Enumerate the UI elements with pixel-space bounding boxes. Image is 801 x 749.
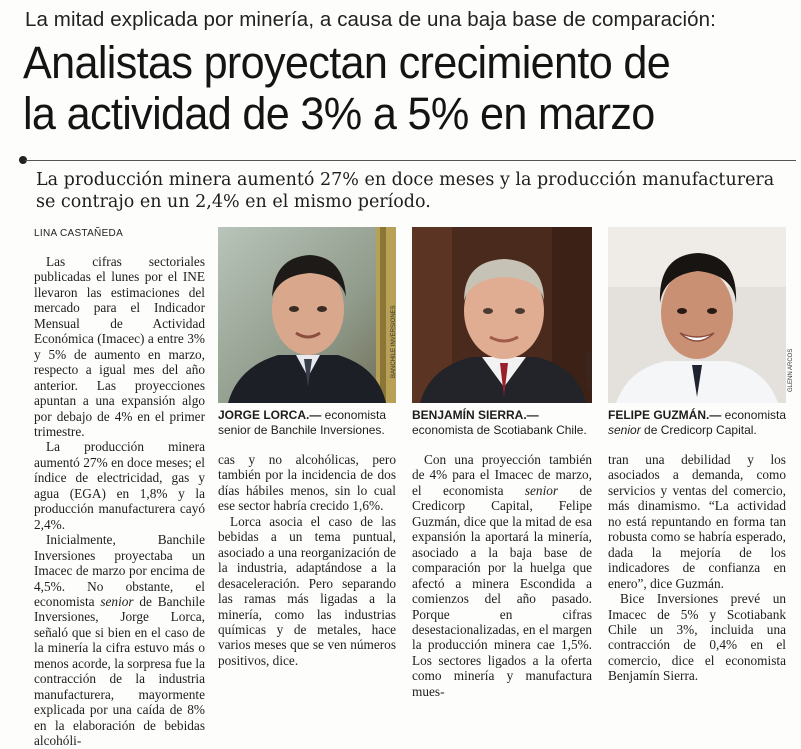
paragraph xyxy=(412,452,592,699)
portrait-image xyxy=(218,227,396,403)
text-column-1 xyxy=(34,254,205,749)
caption-name: JORGE LORCA.— xyxy=(218,408,322,422)
text-column-4 xyxy=(608,452,786,684)
paragraph: cas y no alcohólicas, pero también por la incidencia de dos días hábiles menos, sin lo cual ese sector habría crecido 1,6%. xyxy=(218,452,396,514)
divider xyxy=(25,160,796,161)
photo-credit: SCOTIABANK xyxy=(587,351,593,390)
photo-jorge-lorca xyxy=(218,227,396,403)
caption-name: BENJAMÍN SIERRA.— xyxy=(412,408,539,422)
headline-line-1: Analistas proyectan crecimiento de xyxy=(23,37,671,88)
text-run: Con una proyección también de 4% para el Imacec de marzo, el economista xyxy=(412,452,592,498)
byline: LINA CASTAÑEDA xyxy=(34,228,124,239)
paragraph: tran una debilidad y los asociados a demanda, como servicios y ventas del comercio, más dinamismo. “La actividad no está repuntando en forma tan robusta como se habría esperado, dada la mejoría de los indicadores de confianza en enero”, dice Guzmán. xyxy=(608,452,786,591)
text-run: de Banchile Inversiones, Jorge Lorca, señaló que si bien en el caso de la minería la cifra estuvo más o menos acorde, la sorpresa fue la contracción de la industria manufacturera, mayormente explicada por una caída de 8% en la elaboración de bebidas alcohóli- xyxy=(34,593,205,749)
article-deck: La producción minera aumentó 27% en doce meses y la producción manufacturera se contrajo en un 2,4% en el mismo período. xyxy=(36,170,775,212)
text-column-3 xyxy=(412,452,592,699)
caption-name: FELIPE GUZMÁN.— xyxy=(608,408,722,422)
photo-caption-2 xyxy=(412,408,592,438)
emphasis: senior xyxy=(100,593,134,609)
photo-caption-3 xyxy=(608,408,788,438)
photo-benjamin-sierra xyxy=(412,227,592,403)
portrait-image xyxy=(608,227,786,403)
paragraph: Lorca asocia el caso de las bebidas a un tema puntual, asociado a una reorganización de la industria, adaptándose a la desaceleración. Pero separando las ramas más ligadas a la minería, como las industrias químicas y de metales, hace varios meses que se ven números positivos, dice. xyxy=(218,513,396,668)
caption-emphasis: senior xyxy=(608,423,641,437)
text-run: Inicialmente, Banchile Inversiones proyectaba un Imacec de marzo por encima de 4,5%. No obstante, el economista xyxy=(34,532,205,609)
photo-credit: GLENN ARCOS xyxy=(788,348,794,392)
caption-text: economista senior de Banchile Inversiones. xyxy=(218,408,387,437)
caption-text: economista xyxy=(721,408,787,422)
article-headline xyxy=(23,37,762,139)
caption-text: de Credicorp Capital. xyxy=(640,423,757,437)
paragraph: Bice Inversiones prevé un Imacec de 5% y Scotiabank Chile un 3%, incluida una contracción de 0,4% en el comercio, dice el economista Benjamín Sierra. xyxy=(608,591,786,684)
text-column-2 xyxy=(218,452,396,668)
photo-credit: BANCHILE INVERSIONES xyxy=(391,305,397,378)
paragraph: Las cifras sectoriales publicadas el lunes por el INE llevaron las estimaciones del mercado para el Indicador Mensual de Actividad Económica (Imacec) a entre 3% y 5% de aumento en marzo, respecto a igual mes del año anterior. Las proyecciones apuntan a una expansión algo por debajo de 4% en el primer trimestre. xyxy=(34,254,205,439)
portrait-image xyxy=(412,227,592,403)
emphasis: senior xyxy=(524,482,559,498)
headline-line-2: la actividad de 3% a 5% en marzo xyxy=(23,88,655,139)
paragraph: La producción minera aumentó 27% en doce meses; el índice de electricidad, gas y agua (EGA) en 1,8% y la producción manufacturera cayó 2,4%. xyxy=(34,439,205,532)
photo-caption-1 xyxy=(218,408,396,438)
paragraph xyxy=(34,532,205,748)
photo-felipe-guzman xyxy=(608,227,786,403)
article-kicker: La mitad explicada por minería, a causa de una baja base de comparación: xyxy=(25,8,716,31)
text-run: de Credicorp Capital, Felipe Guzmán, dice que la mitad de esa expansión la aportará la minería, asociado a la baja base de comparación por la huelga que afectó a minera Escondida a comienzos del año pasado. Porque en cifras desestacionalizadas, en el margen la producción minera cae 1,5%. Los sectores ligados a la oferta como minería y manufactura mues- xyxy=(412,482,592,699)
caption-text: economista de Scotiabank Chile. xyxy=(412,423,587,437)
